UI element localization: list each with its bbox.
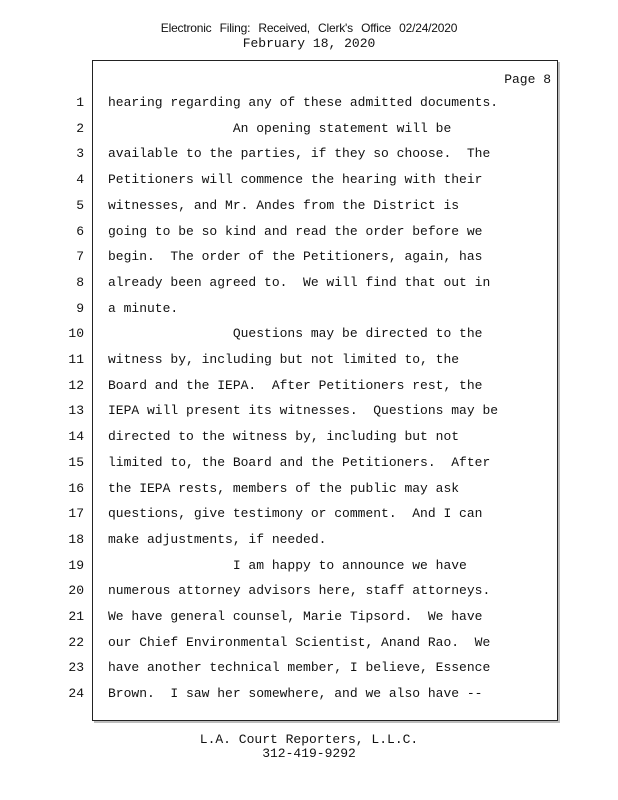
transcript-line xyxy=(0,532,618,558)
transcript-line xyxy=(0,635,618,661)
transcript-line xyxy=(0,481,618,507)
transcript-line xyxy=(0,172,618,198)
line-text: Board and the IEPA. After Petitioners rest, the xyxy=(108,377,483,393)
line-text: our Chief Environmental Scientist, Anand Rao. We xyxy=(108,634,491,650)
line-number: 18 xyxy=(68,531,84,547)
line-number: 15 xyxy=(68,454,84,470)
line-number: 10 xyxy=(68,326,84,342)
transcript-line xyxy=(0,352,618,378)
line-text: the IEPA rests, members of the public may ask xyxy=(108,480,460,496)
line-number: 8 xyxy=(76,274,84,290)
line-text: We have general counsel, Marie Tipsord. We have xyxy=(108,609,483,624)
page-number: Page 8 xyxy=(504,72,551,87)
line-number: 3 xyxy=(76,146,84,162)
line-text: I am happy to announce we have xyxy=(108,557,467,573)
line-text: limited to, the Board and the Petitioners. After xyxy=(108,454,491,470)
line-text: witnesses, and Mr. Andes from the District is xyxy=(108,197,460,213)
transcript-line xyxy=(0,403,618,429)
transcript-line xyxy=(0,95,618,121)
line-text: going to be so kind and read the order before we xyxy=(108,223,483,239)
line-text: hearing regarding any of these admitted documents. xyxy=(108,95,499,110)
transcript-line xyxy=(0,686,618,712)
line-number: 19 xyxy=(68,557,84,573)
line-text: already been agreed to. We will find that out in xyxy=(108,274,491,290)
line-number: 13 xyxy=(68,403,84,419)
line-text: witness by, including but not limited to, the xyxy=(108,352,460,367)
transcript-line xyxy=(0,506,618,532)
transcript-line xyxy=(0,660,618,686)
reporter-company: L.A. Court Reporters, L.L.C. xyxy=(199,732,419,747)
line-text: a minute. xyxy=(108,300,179,316)
transcript-line xyxy=(0,583,618,609)
line-number: 17 xyxy=(68,506,84,522)
line-number: 5 xyxy=(76,197,84,213)
line-number: 20 xyxy=(68,583,84,599)
electronic-filing-stamp: Electronic Filing: Received, Clerk's Office 02/24/2020 xyxy=(160,21,458,35)
transcript-date: February 18, 2020 xyxy=(242,36,376,51)
line-text: Petitioners will commence the hearing with their xyxy=(108,172,483,188)
transcript-line xyxy=(0,146,618,172)
line-text: Brown. I saw her somewhere, and we also have -- xyxy=(108,686,483,702)
transcript-line xyxy=(0,378,618,404)
line-text: directed to the witness by, including but not xyxy=(108,429,460,445)
line-text: available to the parties, if they so choose. The xyxy=(108,146,491,162)
transcript-line xyxy=(0,249,618,275)
line-text: An opening statement will be xyxy=(108,120,452,136)
transcript-line xyxy=(0,429,618,455)
line-text: begin. The order of the Petitioners, again, has xyxy=(108,249,483,265)
line-text: questions, give testimony or comment. And I can xyxy=(108,506,483,522)
line-number: 9 xyxy=(76,300,84,316)
transcript-line xyxy=(0,326,618,352)
line-number: 11 xyxy=(68,352,84,367)
line-text: Questions may be directed to the xyxy=(108,326,483,342)
line-number: 21 xyxy=(68,609,84,624)
line-number: 23 xyxy=(68,660,84,676)
line-text: make adjustments, if needed. xyxy=(108,531,327,547)
line-number: 2 xyxy=(76,120,84,136)
line-number: 22 xyxy=(68,634,84,650)
transcript-line xyxy=(0,121,618,147)
line-text: numerous attorney advisors here, staff attorneys. xyxy=(108,583,491,599)
transcript-line xyxy=(0,558,618,584)
line-number: 7 xyxy=(76,249,84,265)
transcript-line xyxy=(0,301,618,327)
reporter-phone: 312-419-9292 xyxy=(262,746,356,761)
line-number: 4 xyxy=(76,172,84,188)
transcript-line xyxy=(0,198,618,224)
line-number: 16 xyxy=(68,480,84,496)
line-text: IEPA will present its witnesses. Questions may be xyxy=(108,403,499,419)
line-number: 12 xyxy=(68,377,84,393)
line-text: have another technical member, I believe, Essence xyxy=(108,660,491,676)
line-number: 1 xyxy=(76,95,84,110)
line-number: 14 xyxy=(68,429,84,445)
transcript-line xyxy=(0,224,618,250)
transcript-line xyxy=(0,609,618,635)
transcript-line xyxy=(0,455,618,481)
transcript-line xyxy=(0,275,618,301)
line-number: 6 xyxy=(76,223,84,239)
line-number: 24 xyxy=(68,686,84,702)
